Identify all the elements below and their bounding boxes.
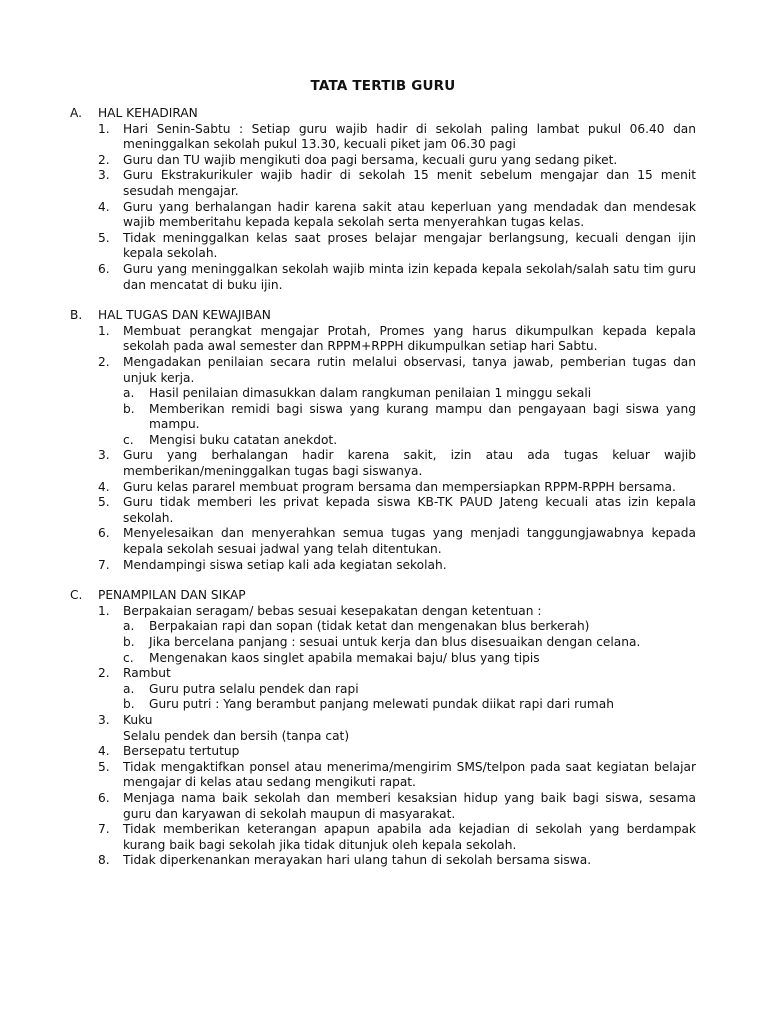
sub-list-item (123, 619, 696, 635)
item-number: 2. (98, 152, 110, 167)
item-body (123, 480, 696, 496)
item-body (123, 713, 696, 744)
sub-item-text: Mengisi buku catatan anekdot. (149, 432, 338, 447)
section-heading (70, 588, 696, 604)
sub-list-item (123, 697, 696, 713)
sub-item-letter: a. (123, 681, 135, 696)
item-number: 1. (98, 603, 110, 618)
item-body (123, 168, 696, 199)
item-text: Guru tidak memberi les privat kepada siswa KB-TK PAUD Jateng kecuali atas izin kepala sekolah. (123, 495, 696, 525)
item-number: 4. (98, 744, 110, 759)
item-text: Menyelesaikan dan menyerahkan semua tugas yang menjadi tanggungjawabnya kepada kepala sekolah sesuai jadwal yang telah ditentukan. (123, 526, 696, 557)
item-body (123, 200, 696, 231)
item-text: Guru yang berhalangan hadir karena sakit, izin atau ada tugas keluar wajib memberikan/meninggalkan tugas bagi siswanya. (123, 448, 696, 479)
item-body (123, 324, 696, 355)
list-item (98, 153, 696, 169)
sub-item-text: Memberikan remidi bagi siswa yang kurang mampu dan pengayaan bagi siswa yang mampu. (149, 401, 696, 432)
list-item (98, 744, 696, 760)
list-item (98, 853, 696, 869)
item-number: 6. (98, 790, 110, 805)
section-title: HAL KEHADIRAN (98, 106, 198, 120)
sub-item-letter: b. (123, 635, 135, 649)
item-text: Mengadakan penilaian secara rutin melalui observasi, tanya jawab, pemberian tugas dan unjuk kerja. (123, 354, 696, 385)
sub-item-letter: b. (123, 697, 135, 712)
item-body (123, 448, 696, 479)
section-letter: A. (70, 106, 82, 120)
item-text: Membuat perangkat mengajar Protah, Promes yang harus dikumpulkan kepada kepala sekolah pada awal semester dan RPPM+RPPH dikumpulkan setiap hari Sabtu. (123, 323, 696, 354)
sub-list-item (123, 433, 696, 449)
item-number: 6. (98, 526, 110, 541)
item-text: Berpakaian seragam/ bebas sesuai kesepakatan dengan ketentuan : (123, 603, 542, 618)
list-item (98, 604, 696, 666)
item-number: 6. (98, 261, 110, 276)
item-body (123, 744, 696, 760)
sub-item-text: Jika bercelana panjang : sesuai untuk kerja dan blus disesuaikan dengan celana. (149, 635, 641, 649)
item-body (123, 791, 696, 822)
item-body (123, 153, 696, 169)
section-letter: C. (70, 588, 83, 603)
sub-item-letter: a. (123, 619, 135, 634)
item-text: Guru yang meninggalkan sekolah wajib minta izin kepada kepala sekolah/salah satu tim guru dan mencatat di buku ijin. (123, 261, 696, 292)
section-title: PENAMPILAN DAN SIKAP (98, 588, 246, 603)
section-heading (70, 106, 696, 122)
list-item (98, 168, 696, 199)
item-text: Tidak meninggalkan kelas saat proses belajar mengajar berlangsung, kecuali dengan ijin kepala sekolah. (123, 230, 696, 261)
sub-item-text: Guru putri : Yang berambut panjang melewati pundak diikat rapi dari rumah (149, 697, 614, 712)
section-letter: B. (70, 308, 83, 323)
sub-item-text: Guru putra selalu pendek dan rapi (149, 681, 359, 696)
sub-list (123, 682, 696, 713)
item-body (123, 231, 696, 262)
item-text: Menjaga nama baik sekolah dan memberi kesaksian hidup yang baik bagi siswa, sesama guru dan karyawan di sekolah maupun di masyarakat. (123, 790, 696, 821)
sub-list-item (123, 682, 696, 698)
list-item (98, 448, 696, 479)
item-body (123, 262, 696, 293)
item-number: 5. (98, 230, 110, 245)
item-number: 7. (98, 557, 110, 572)
list-item (98, 262, 696, 293)
item-number: 2. (98, 354, 110, 369)
list-item (98, 666, 696, 713)
list-item (98, 231, 696, 262)
item-body (123, 853, 696, 869)
item-body (123, 604, 696, 666)
item-body (123, 122, 696, 153)
item-body (123, 822, 696, 853)
item-number: 5. (98, 495, 110, 510)
section-b (70, 308, 696, 573)
item-text: Tidak diperkenankan merayakan hari ulang tahun di sekolah bersama siswa. (123, 853, 592, 868)
item-text: Kuku (123, 712, 153, 727)
item-number: 5. (98, 759, 110, 774)
item-text: Tidak memberikan keterangan apapun apabila ada kejadian di sekolah yang berdampak kurang baik bagi sekolah jika tidak ditunjuk oleh kepala sekolah. (123, 822, 696, 852)
list-item (98, 713, 696, 744)
item-number: 3. (98, 168, 110, 183)
list-item (98, 200, 696, 231)
list-item (98, 324, 696, 355)
item-text: Guru kelas pararel membuat program bersama dan mempersiapkan RPPM-RPPH bersama. (123, 479, 676, 494)
sub-item-letter: c. (123, 432, 134, 447)
sections-container (70, 106, 696, 869)
list-item (98, 760, 696, 791)
document-title: TATA TERTIB GURU (310, 78, 456, 94)
sub-list-item (123, 635, 696, 651)
item-number: 3. (98, 448, 110, 463)
item-body (123, 558, 696, 574)
item-number: 8. (98, 853, 110, 868)
sub-item-text: Mengenakan kaos singlet apabila memakai baju/ blus yang tipis (149, 650, 540, 665)
item-body (123, 526, 696, 557)
list-item (98, 480, 696, 496)
item-text: Rambut (123, 666, 171, 681)
item-text: Guru yang berhalangan hadir karena sakit atau keperluan yang mendadak dan mendesak wajib memberitahu kepada kepala sekolah serta menyerahkan tugas kelas. (123, 199, 696, 230)
sub-item-text: Hasil penilaian dimasukkan dalam rangkuman penilaian 1 minggu sekali (149, 386, 592, 401)
item-text: Tidak mengaktifkan ponsel atau menerima/mengirim SMS/telpon pada saat kegiatan belajar mengajar di kelas atau sedang mengikuti rapat. (123, 759, 696, 790)
item-number: 2. (98, 666, 110, 681)
item-number: 4. (98, 479, 110, 494)
list-item (98, 122, 696, 153)
list-item (98, 495, 696, 526)
section-c (70, 588, 696, 869)
section-title: HAL TUGAS DAN KEWAJIBAN (98, 308, 271, 323)
rule-list (70, 324, 696, 574)
section-a (70, 106, 696, 293)
item-body (123, 666, 696, 713)
sub-list (123, 619, 696, 666)
item-number: 7. (98, 822, 110, 837)
item-number: 3. (98, 712, 110, 727)
item-body (123, 355, 696, 449)
sub-item-letter: b. (123, 401, 135, 416)
item-body (123, 495, 696, 526)
item-text: Guru dan TU wajib mengikuti doa pagi bersama, kecuali guru yang sedang piket. (123, 152, 618, 167)
item-number: 1. (98, 121, 110, 136)
item-body (123, 760, 696, 791)
sub-list-item (123, 402, 696, 433)
list-item (98, 526, 696, 557)
sub-list (123, 386, 696, 448)
list-item (98, 558, 696, 574)
sub-list-item (123, 651, 696, 667)
item-text: Guru Ekstrakurikuler wajib hadir di sekolah 15 menit sebelum mengajar dan 15 menit sesudah mengajar. (123, 168, 696, 198)
item-number: 1. (98, 323, 110, 338)
sub-item-text: Berpakaian rapi dan sopan (tidak ketat dan mengenakan blus berkerah) (149, 619, 590, 634)
list-item (98, 822, 696, 853)
item-number: 4. (98, 199, 110, 214)
sub-list-item (123, 386, 696, 402)
item-text: Mendampingi siswa setiap kali ada kegiatan sekolah. (123, 557, 447, 572)
item-text: Bersepatu tertutup (123, 744, 240, 759)
item-extra-text: Selalu pendek dan bersih (tanpa cat) (123, 728, 350, 743)
section-heading (70, 308, 696, 324)
list-item (98, 355, 696, 449)
item-text: Hari Senin-Sabtu : Setiap guru wajib hadir di sekolah paling lambat pukul 06.40 dan meninggalkan sekolah pukul 13.30, kecuali piket jam 06.30 pagi (123, 121, 696, 152)
rule-list (70, 122, 696, 294)
rule-list (70, 604, 696, 869)
sub-item-letter: c. (123, 650, 134, 665)
sub-item-letter: a. (123, 386, 135, 401)
list-item (98, 791, 696, 822)
